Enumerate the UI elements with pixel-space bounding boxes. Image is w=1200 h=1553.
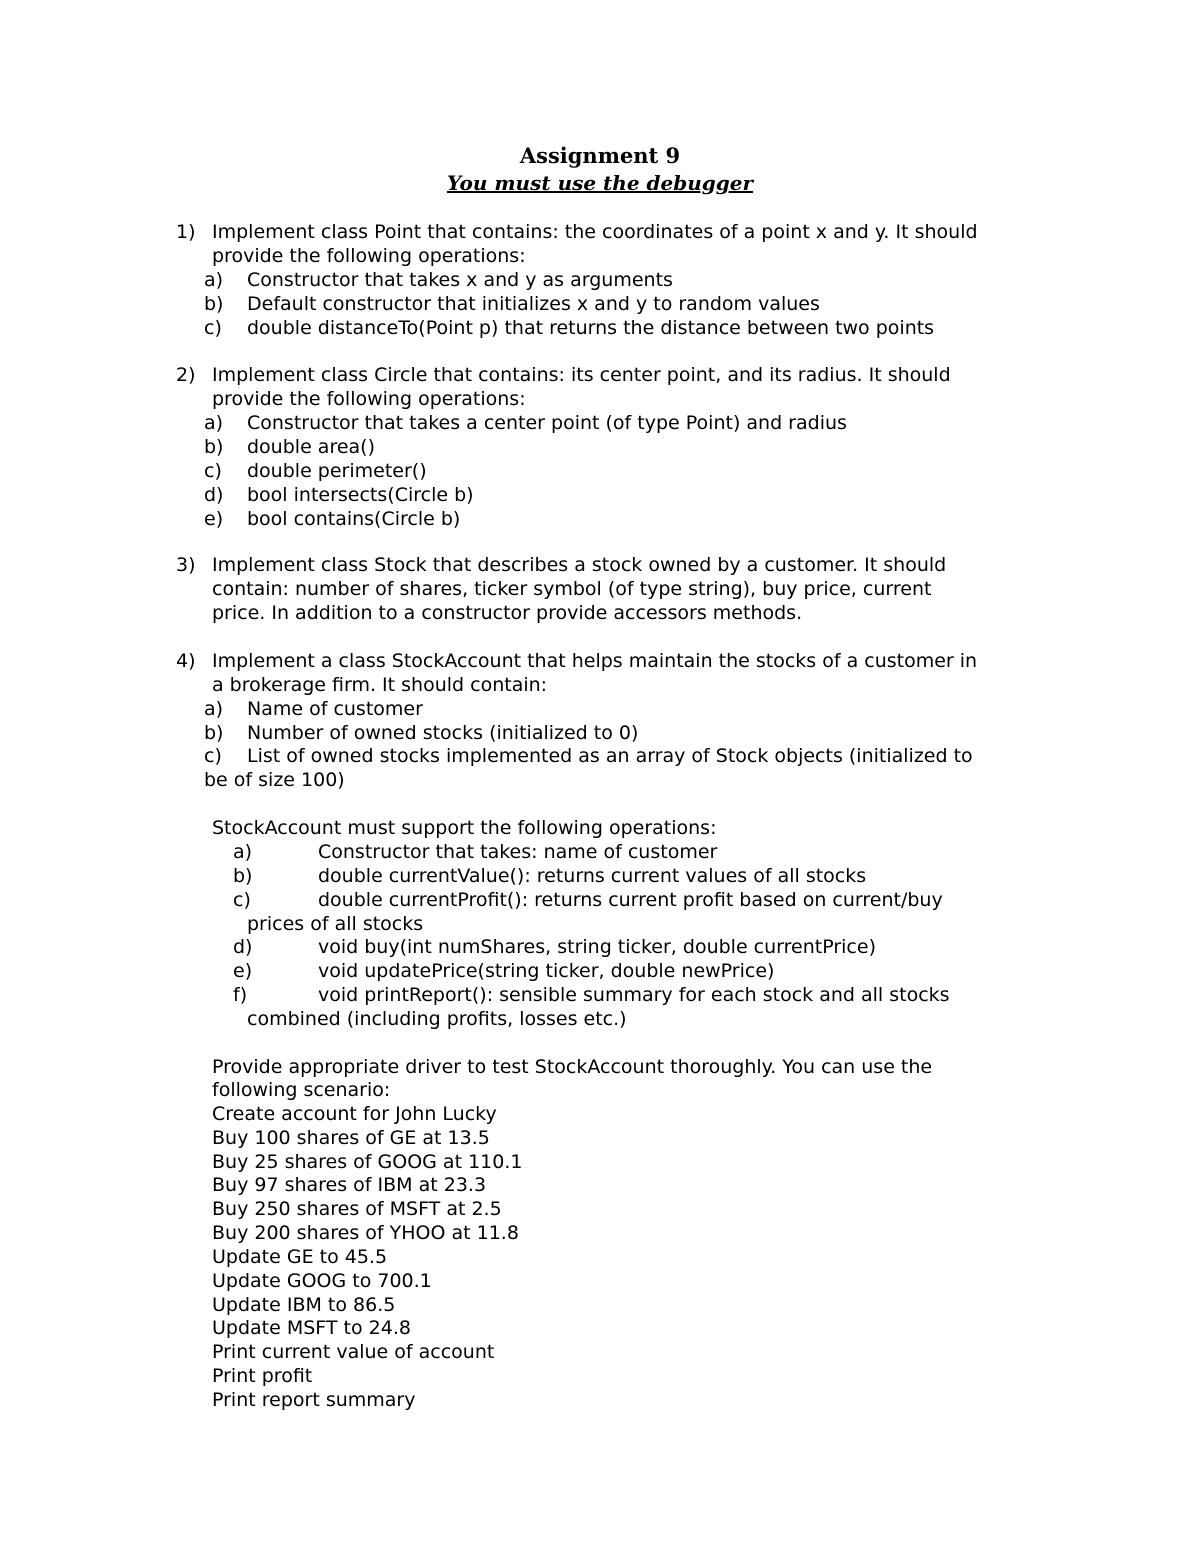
scenario-step: Buy 250 shares of MSFT at 2.5 <box>212 1198 502 1220</box>
q4-op-mark: e) <box>233 960 253 982</box>
q2-item-text: Constructor that takes a center point (of type Point) and radius <box>247 412 847 434</box>
q4-item-mark: b) <box>204 722 224 744</box>
q4-driver-line2: following scenario: <box>212 1079 391 1101</box>
q4-driver-line1: Provide appropriate driver to test StockAccount thoroughly. You can use the <box>212 1056 933 1078</box>
q1-number: 1) <box>176 221 196 243</box>
q4-op-mark: b) <box>233 865 253 887</box>
q3-text-line2: contain: number of shares, ticker symbol (of type string), buy price, current <box>212 578 932 600</box>
q2-item-mark: e) <box>204 508 224 530</box>
q3-number: 3) <box>176 554 196 576</box>
scenario-step: Print profit <box>212 1365 313 1387</box>
q2-item-mark: c) <box>204 460 222 482</box>
q4-item-mark: c) <box>204 745 222 767</box>
scenario-step: Print report summary <box>212 1389 416 1411</box>
q3-text-line1: Implement class Stock that describes a stock owned by a customer. It should <box>212 554 947 576</box>
q1-item-mark: b) <box>204 293 224 315</box>
scenario-step: Create account for John Lucky <box>212 1103 497 1125</box>
scenario-step: Update IBM to 86.5 <box>212 1294 396 1316</box>
q1-text-line2: provide the following operations: <box>212 245 526 267</box>
q2-text-line2: provide the following operations: <box>212 388 526 410</box>
q2-item-text: double perimeter() <box>247 460 427 482</box>
q4-item-text: Number of owned stocks (initialized to 0) <box>247 722 639 744</box>
q4-op-text: void updatePrice(string ticker, double newPrice) <box>318 960 775 982</box>
q2-text-line1: Implement class Circle that contains: its center point, and its radius. It should <box>212 364 951 386</box>
scenario-step: Buy 97 shares of IBM at 23.3 <box>212 1174 487 1196</box>
q4-number: 4) <box>176 650 196 672</box>
q4-text-line1: Implement a class StockAccount that helps maintain the stocks of a customer in <box>212 650 978 672</box>
q4-op-text-continued: combined (including profits, losses etc.) <box>247 1008 627 1030</box>
q4-op-text: double currentProfit(): returns current profit based on current/buy <box>318 889 943 911</box>
q4-op-mark: c) <box>233 889 251 911</box>
q1-item-mark: c) <box>204 317 222 339</box>
q4-item-text: Name of customer <box>247 698 423 720</box>
q2-item-text: double area() <box>247 436 375 458</box>
q1-item-text: Constructor that takes x and y as arguments <box>247 269 673 291</box>
q4-item-text-continued: be of size 100) <box>204 769 345 791</box>
q2-number: 2) <box>176 364 196 386</box>
q2-item-text: bool contains(Circle b) <box>247 508 461 530</box>
q4-op-mark: f) <box>233 984 248 1006</box>
page-title: Assignment 9 <box>519 143 681 168</box>
page-subtitle: You must use the debugger <box>447 171 753 195</box>
q4-op-mark: d) <box>233 936 253 958</box>
q1-item-mark: a) <box>204 269 224 291</box>
scenario-step: Update MSFT to 24.8 <box>212 1317 411 1339</box>
q4-op-text: Constructor that takes: name of customer <box>318 841 718 863</box>
q3-text-line3: price. In addition to a constructor provide accessors methods. <box>212 602 803 624</box>
q2-item-mark: d) <box>204 484 224 506</box>
q1-text-line1: Implement class Point that contains: the coordinates of a point x and y. It should <box>212 221 978 243</box>
q4-op-text: void printReport(): sensible summary for each stock and all stocks <box>318 984 950 1006</box>
q2-item-mark: a) <box>204 412 224 434</box>
q1-item-text: double distanceTo(Point p) that returns the distance between two points <box>247 317 935 339</box>
q4-op-text: double currentValue(): returns current values of all stocks <box>318 865 867 887</box>
q2-item-text: bool intersects(Circle b) <box>247 484 474 506</box>
scenario-step: Update GOOG to 700.1 <box>212 1270 432 1292</box>
scenario-step: Buy 25 shares of GOOG at 110.1 <box>212 1151 523 1173</box>
q4-op-mark: a) <box>233 841 253 863</box>
q2-item-mark: b) <box>204 436 224 458</box>
scenario-step: Update GE to 45.5 <box>212 1246 388 1268</box>
q4-op-text-continued: prices of all stocks <box>247 913 424 935</box>
q4-text-line2: a brokerage firm. It should contain: <box>212 674 548 696</box>
scenario-step: Buy 100 shares of GE at 13.5 <box>212 1127 490 1149</box>
q4-item-mark: a) <box>204 698 224 720</box>
q1-item-text: Default constructor that initializes x and y to random values <box>247 293 820 315</box>
q4-item-text: List of owned stocks implemented as an array of Stock objects (initialized to <box>247 745 973 767</box>
scenario-step: Print current value of account <box>212 1341 495 1363</box>
q4-op-text: void buy(int numShares, string ticker, double currentPrice) <box>318 936 876 958</box>
q4-operations-intro: StockAccount must support the following operations: <box>212 817 717 839</box>
scenario-step: Buy 200 shares of YHOO at 11.8 <box>212 1222 519 1244</box>
